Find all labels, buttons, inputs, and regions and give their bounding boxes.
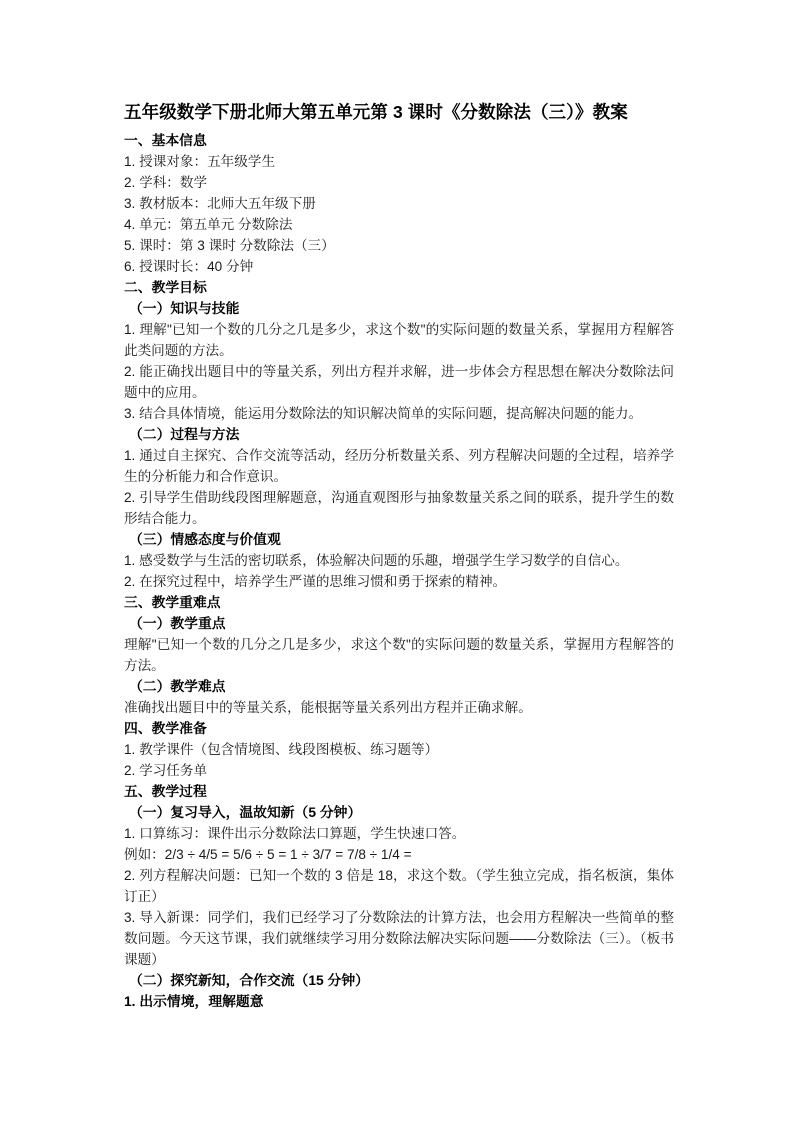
body-paragraph: 2. 列方程解决问题：已知一个数的 3 倍是 18，求这个数。（学生独立完成，指名板演，集体订正）	[124, 868, 674, 904]
body-paragraph: 3. 导入新课：同学们，我们已经学习了分数除法的计算方法，也会用方程解决一些简单的整数问题。今天这节课，我们就继续学习用分数除法解决实际问题——分数除法（三）。（板书课题）	[124, 910, 674, 967]
subsection-heading: （一）教学重点	[129, 616, 226, 631]
body-paragraph: 4. 单元：第五单元 分数除法	[124, 217, 293, 232]
subsection-heading: （二）过程与方法	[129, 427, 240, 442]
subsection-heading: （二）教学难点	[129, 679, 226, 694]
section-heading: 一、基本信息	[124, 133, 207, 148]
body-paragraph: 3. 结合具体情境，能运用分数除法的知识解决简单的实际问题，提高解决问题的能力。	[124, 406, 643, 421]
body-paragraph: 1. 理解"已知一个数的几分之几是多少，求这个数"的实际问题的数量关系，掌握用方程解答此类问题的方法。	[124, 322, 674, 358]
body-paragraph: 6. 授课时长：40 分钟	[124, 259, 254, 274]
body-paragraph: 准确找出题目中的等量关系，能根据等量关系列出方程并正确求解。	[124, 700, 532, 715]
body-paragraph: 2. 学科：数学	[124, 175, 208, 190]
body-paragraph: 1. 感受数学与生活的密切联系，体验解决问题的乐趣，增强学生学习数学的自信心。	[124, 553, 629, 568]
body-paragraph: 1. 口算练习：课件出示分数除法口算题，学生快速口答。	[124, 826, 466, 841]
page-title: 五年级数学下册北师大第五单元第 3 课时《分数除法（三）》教案	[124, 102, 628, 122]
subsection-heading: （二）探究新知，合作交流（15 分钟）	[129, 973, 369, 988]
body-paragraph: 2. 引导学生借助线段图理解题意，沟通直观图形与抽象数量关系之间的联系，提升学生的数形结合能力。	[124, 490, 674, 526]
section-heading: 二、教学目标	[124, 280, 207, 295]
body-paragraph: 1. 通过自主探究、合作交流等活动，经历分析数量关系、列方程解决问题的全过程，培养学生的分析能力和合作意识。	[124, 448, 674, 484]
document-blocks	[124, 130, 674, 1012]
body-paragraph: 1. 教学课件（包含情境图、线段图模板、练习题等）	[124, 742, 439, 757]
section-heading: 三、教学重难点	[124, 595, 221, 610]
subsection-heading: （三）情感态度与价值观	[129, 532, 281, 547]
body-paragraph: 2. 学习任务单	[124, 763, 208, 778]
section-heading: 四、教学准备	[124, 721, 207, 736]
body-paragraph: 2. 能正确找出题目中的等量关系，列出方程并求解，进一步体会方程思想在解决分数除法问题中的应用。	[124, 364, 674, 400]
body-paragraph: 2. 在探究过程中，培养学生严谨的思维习惯和勇于探索的精神。	[124, 574, 507, 589]
body-paragraph: 1. 授课对象：五年级学生	[124, 154, 276, 169]
body-paragraph: 3. 教材版本：北师大五年级下册	[124, 196, 316, 211]
section-heading: 五、教学过程	[124, 784, 207, 799]
body-paragraph: 5. 课时：第 3 课时 分数除法（三）	[124, 238, 335, 253]
section-heading: 1. 出示情境，理解题意	[124, 994, 264, 1009]
body-paragraph: 例如：2/3 ÷ 4/5 = 5/6 ÷ 5 = 1 ÷ 3/7 = 7/8 ÷ 1/4 =	[124, 847, 412, 862]
subsection-heading: （一）复习导入，温故知新（5 分钟）	[129, 805, 362, 820]
document-body	[124, 99, 674, 1012]
subsection-heading: （一）知识与技能	[129, 301, 240, 316]
body-paragraph: 理解"已知一个数的几分之几是多少，求这个数"的实际问题的数量关系，掌握用方程解答的方法。	[124, 637, 674, 673]
